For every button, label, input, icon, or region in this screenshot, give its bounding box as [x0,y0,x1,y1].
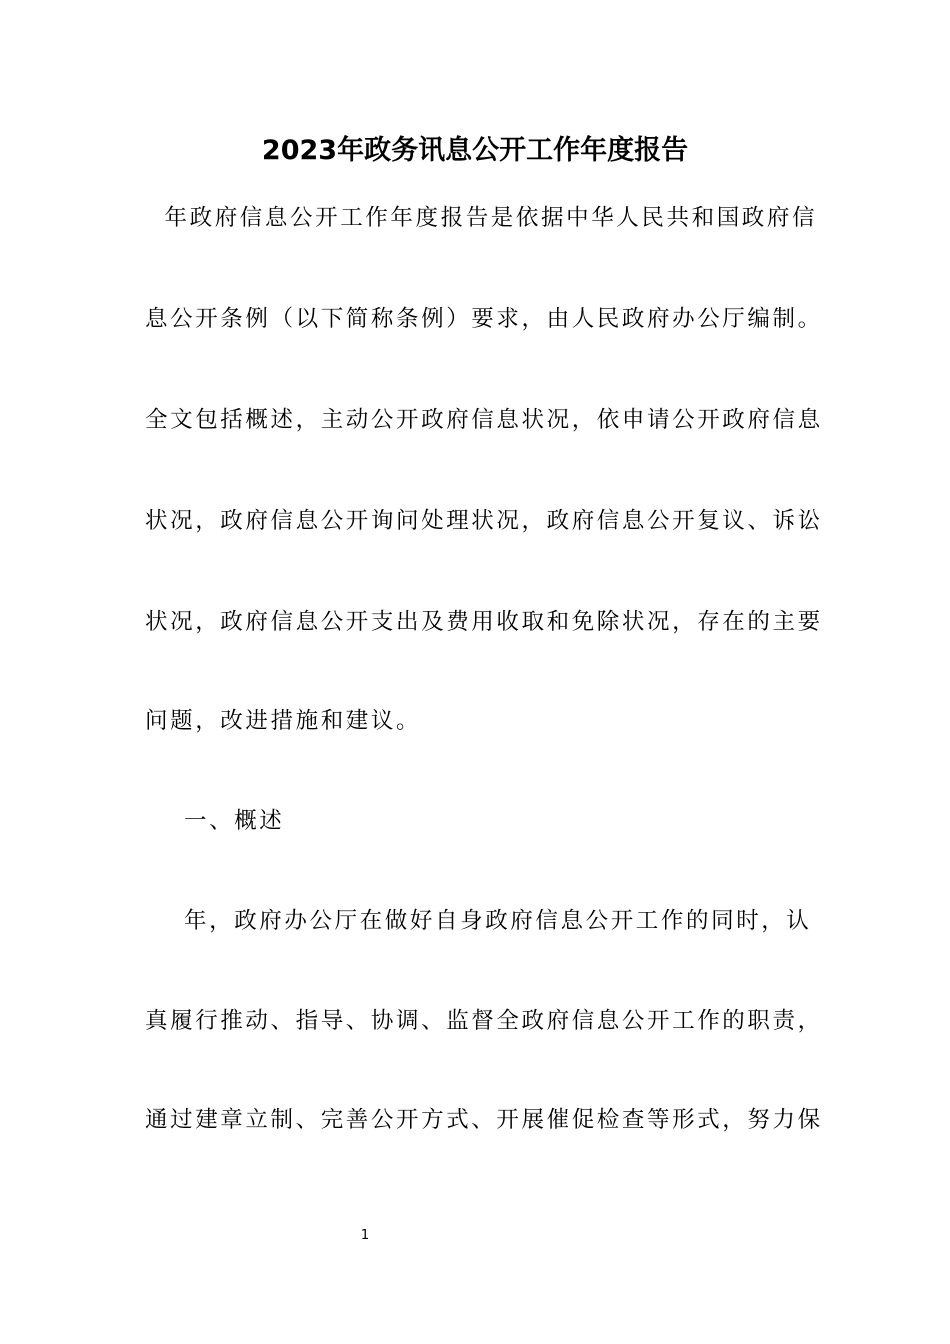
document-title: 2023年政务讯息公开工作年度报告 [261,135,689,166]
paragraph-line: 问题，改进措施和建议。 [145,708,422,734]
paragraph-line: 通过建章立制、完善公开方式、开展催促检查等形式，努力保 [145,1107,823,1133]
section-heading: 一、概述 [145,808,285,834]
paragraph-line: 年，政府办公厅在做好自身政府信息公开工作的同时，认 [145,908,812,934]
paragraph-line: 息公开条例（以下简称条例）要求，由人民政府办公厅编制。 [145,306,823,332]
paragraph-line: 状况，政府信息公开支出及费用收取和免除状况，存在的主要 [145,609,823,635]
paragraph-line: 真履行推动、指导、协调、监督全政府信息公开工作的职责， [145,1008,823,1034]
paragraph-line: 状况，政府信息公开询问处理状况，政府信息公开复议、诉讼 [145,508,823,534]
page-number: 1 [360,1228,370,1243]
paragraph-line: 全文包括概述，主动公开政府信息状况，依申请公开政府信息 [145,407,823,433]
paragraph-line: 年政府信息公开工作年度报告是依据中华人民共和国政府信 [145,205,818,231]
